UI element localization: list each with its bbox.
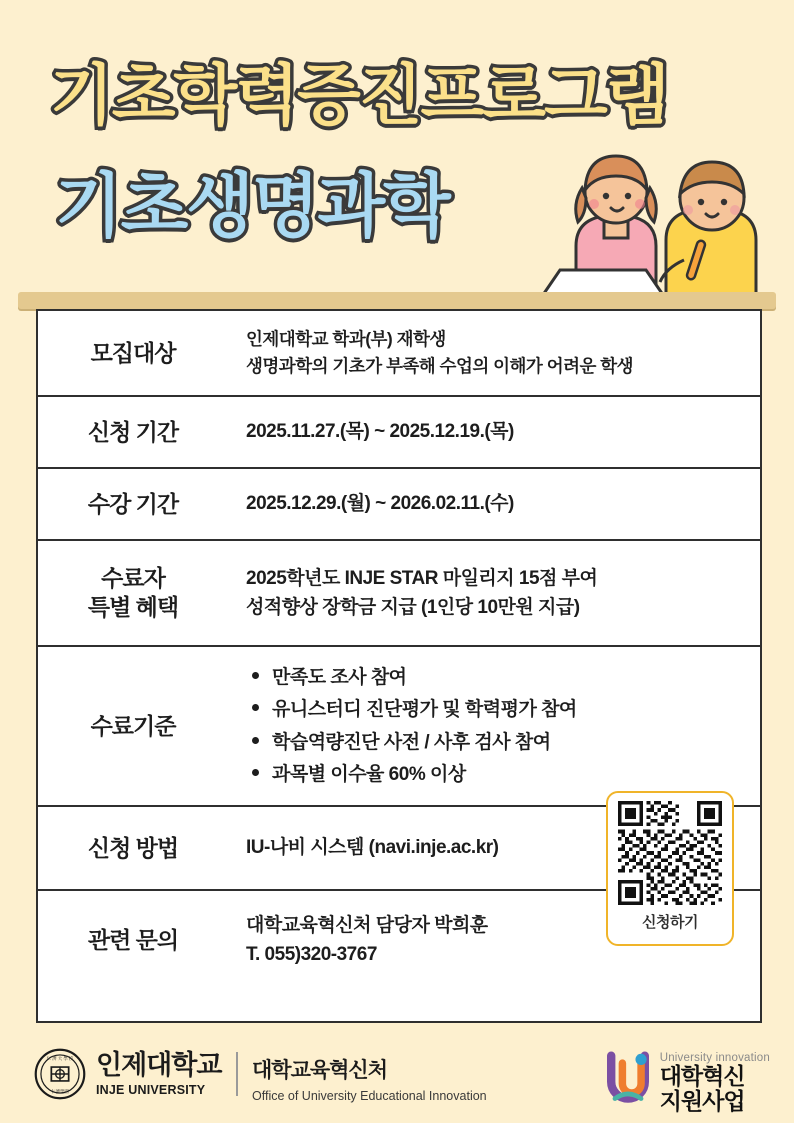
desk-bar [18,292,776,309]
table-row [38,539,760,645]
row-label [38,541,228,645]
university-name-ko: 인제대학교 [96,1049,222,1080]
u-logo-icon [600,1050,656,1108]
row-value [228,647,760,805]
row-value-line: 인제대학교 학과(부) 재학생 [246,328,446,349]
row-label: 관련 문의 [87,926,179,953]
office-name-en: Office of University Educational Innovation [252,1089,487,1103]
program-label-en: University innovation [659,1052,770,1064]
program-label-ko-1: 대학혁신 [659,1063,745,1089]
info-table [36,309,762,1023]
apply-qr-box[interactable] [606,791,734,946]
svg-text:仁濟學園: 仁濟學園 [51,1089,69,1095]
table-row [38,645,760,805]
svg-text:仁 濟 大 學 校: 仁 濟 大 學 校 [46,1056,74,1062]
list-item: 유니스터디 진단평가 및 학력평가 참여 [268,695,742,724]
row-value-line: 성적향상 장학금 지급 (1인당 10만원 지급) [246,597,580,618]
footer-office [252,1054,487,1103]
list-item: 학습역량진단 사전 / 사후 검사 참여 [268,728,742,757]
row-value-line: 2025.12.29.(월) ~ 2026.02.11.(수) [246,493,514,515]
footer-university [34,1048,221,1100]
row-label-line1: 수료자 [101,565,165,592]
row-label-line2: 특별 혜택 [87,594,179,620]
criteria-list [246,660,742,793]
table-row [38,311,760,395]
qr-code-icon[interactable] [618,801,722,905]
page-title-line2: 기초생명과학 [55,167,449,245]
row-value-line: T. 055)320-3767 [246,944,377,965]
table-row [38,395,760,467]
university-name-en: INJE UNIVERSITY [96,1082,206,1097]
table-row [38,467,760,539]
program-label-ko-2: 지원사업 [659,1087,745,1114]
row-value-line: IU-나비 시스템 (navi.inje.ac.kr) [246,837,499,859]
row-label: 모집대상 [90,339,176,366]
row-value-line: 생명과학의 기초가 부족해 수업의 이해가 어려운 학생 [246,356,634,376]
footer-program-logo [600,1050,770,1114]
row-label: 수강 기간 [87,490,179,517]
row-value-line: 대학교육혁신처 담당자 박희훈 [246,914,488,936]
row-value-line: 2025학년도 INJE STAR 마일리지 15점 부여 [246,567,598,589]
students-illustration-svg [516,120,776,310]
apply-qr-label: 신청하기 [642,914,698,931]
row-value-line: 2025.11.27.(목) ~ 2025.12.19.(목) [246,421,514,443]
row-value [228,311,760,395]
footer-divider [236,1052,238,1096]
list-item: 만족도 조사 참여 [268,663,742,692]
title-area [0,0,794,300]
row-value [228,541,760,645]
footer [0,1040,794,1123]
students-illustration [516,120,776,310]
row-value [228,469,760,539]
page-title-line1: 기초학력증진프로그램 [50,58,668,132]
office-name-ko: 대학교육혁신처 [252,1059,388,1082]
row-label: 수료기준 [90,712,176,739]
row-label: 신청 방법 [87,834,179,861]
list-item: 과목별 이수율 60% 이상 [268,760,742,789]
university-seal-icon [34,1048,86,1100]
row-value [228,397,760,467]
row-label: 신청 기간 [87,418,179,445]
